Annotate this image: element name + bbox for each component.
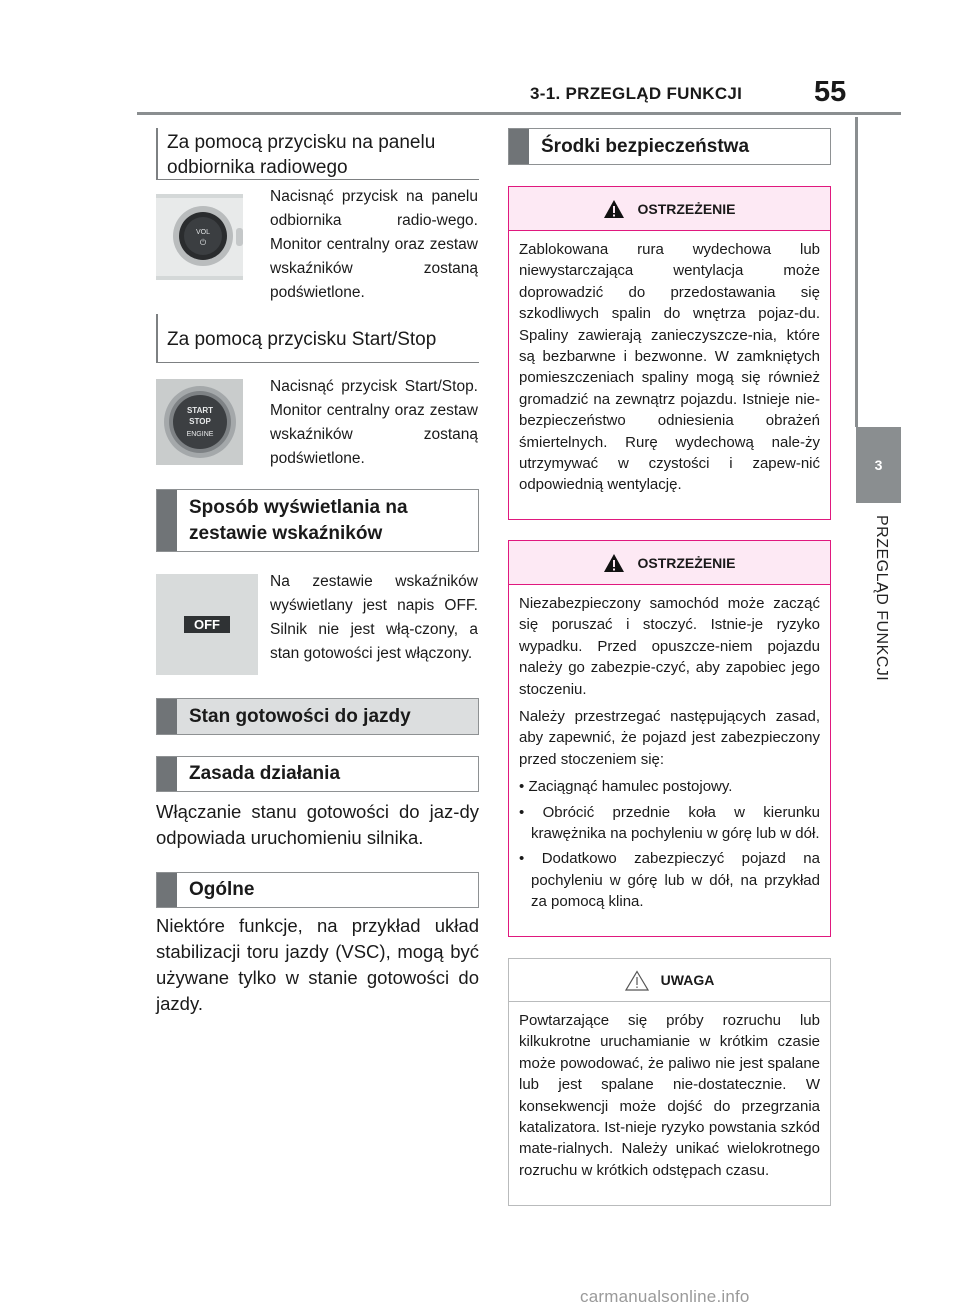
off-display-photo [156, 574, 258, 675]
list-item-text: Obrócić przednie koła w kierunku krawężnika na pochyleniu w górę lub w dół. [531, 803, 820, 843]
readiness-heading-text: Stan gotowości do jazdy [189, 705, 411, 727]
warning-title: OSTRZEŻENIE [637, 554, 736, 571]
radio-knob-photo [156, 194, 243, 280]
warning-triangle-icon [603, 553, 625, 573]
safety-heading-text: Środki bezpieczeństwa [541, 135, 750, 157]
principle-heading [156, 756, 479, 792]
power-icon: ⏻ [199, 238, 207, 247]
radio-text: Nacisnąć przycisk na panelu odbiornika radio-wego. Monitor centralny oraz zestaw wskaźników zostaną podświetlone. [270, 188, 478, 301]
start-label: START [186, 406, 214, 415]
heading-bar [509, 129, 529, 164]
warning-text: Zablokowana rura wydechowa lub niewystarczająca wentylacja może doprowadzić do przedostawania się szkodliwych spalin do wnętrza pojaz-du. Spaliny zawierają zanieczyszcze-nia, które są bezbarwne i bezwonne. W zamkniętych pomieszczeniach spaliny mogą się również gromadzić na zewnątrz pojazdu. Istnieje nie-bezpieczeństwo odniesienia obrażeń śmiertelnych. Rurę wydechową nale-ży utrzymywać w czystości i zapew-nić odpowiednią wentylację. [519, 241, 820, 494]
off-indicator: OFF [184, 616, 230, 633]
warning-title: OSTRZEŻENIE [637, 200, 736, 217]
side-tab-line [855, 117, 901, 427]
start-stop-button-photo [156, 379, 243, 465]
chapter-tab: 3 [856, 427, 901, 503]
bullet-mark: • [519, 850, 525, 868]
list-item [519, 776, 820, 797]
knob-vol-label: VOL [195, 229, 211, 236]
list-item [519, 848, 820, 912]
list-item [519, 802, 820, 845]
warning-header [509, 187, 830, 231]
heading-bar [157, 873, 177, 907]
bullet-mark: • [519, 778, 525, 796]
section-title: 3-1. PRZEGLĄD FUNKCJI [530, 84, 743, 103]
chapter-label: PRZEGLĄD FUNKCJI [873, 515, 890, 682]
bullet-mark: • [519, 803, 525, 821]
general-heading-text: Ogólne [189, 879, 255, 900]
note-box-restart [508, 958, 831, 1206]
principle-heading-text: Zasada działania [189, 763, 341, 784]
watermark: carmanualsonline.info [580, 1287, 750, 1306]
note-text: Powtarzające się próby rozruchu lub kilkukrotne uruchamianie w krótkim czasie może powodować, że paliwo nie jest spalane lub jest spalane nie-dostatecznie. W konsekwencji może dojść do przegrzania katalizatora. Ist-nieje ryzyko powstania szkód mate-rialnych. Należy unikać wielokrotnego rozruchu w krótkich odstępach czasu. [519, 1012, 820, 1179]
heading-bar [157, 490, 177, 551]
heading-bar [157, 699, 177, 734]
header-rule [137, 112, 901, 115]
general-text: Niektóre funkcje, na przykład układ stabilizacji toru jazdy (VSC), mogą być używane tylko w stanie gotowości do jazdy. [156, 915, 479, 1014]
principle-text: Włączanie stanu gotowości do jaz-dy odpowiada uruchomieniu silnika. [156, 801, 479, 848]
warning-box-exhaust [508, 186, 831, 520]
display-heading [156, 489, 479, 552]
heading-bar [157, 757, 177, 791]
display-heading-text: Sposób wyświetlania na zestawie wskaźników [189, 496, 408, 544]
page-number: 55 [814, 76, 847, 108]
warning-body [509, 585, 830, 913]
warning-triangle-icon [603, 199, 625, 219]
list-item-text: Zaciągnąć hamulec postojowy. [528, 778, 733, 796]
startstop-text: Nacisnąć przycisk Start/Stop. Monitor centralny oraz zestaw wskaźników zostaną podświetlone. [270, 378, 478, 467]
general-heading [156, 872, 479, 908]
safety-heading [508, 128, 831, 165]
warning-paragraph: Należy przestrzegać następujących zasad, aby zapewnić, że pojazd jest zabezpieczony przed stoczeniem się: [519, 708, 820, 768]
warning-paragraph: Niezabezpieczony samochód może zacząć się poruszać i stoczyć. Istnie-je ryzyko wypadku. Przed opuszcze-niem pojazdu należy go zabezpie-czyć, aby zapobiec jego stoczeniu. [519, 595, 820, 698]
note-title: UWAGA [660, 972, 715, 988]
display-text: Na zestawie wskaźników wyświetlany jest napis OFF. Silnik nie jest włą-czony, a stan gotowości jest włączony. [270, 573, 478, 662]
readiness-heading [156, 698, 479, 735]
list-item-text: Dodatkowo zabezpieczyć pojazd na pochyleniu w górę lub w dół, na przykład za pomocą klina. [531, 850, 820, 911]
warning-box-rolling [508, 540, 831, 937]
stop-label: STOP [189, 417, 211, 426]
engine-label: ENGINE [186, 431, 214, 438]
radio-heading: Za pomocą przycisku na panelu odbiornika radiowego [156, 128, 479, 180]
note-header [509, 959, 830, 1002]
caution-outline-triangle-icon [625, 970, 649, 991]
startstop-heading: Za pomocą przycisku Start/Stop [156, 314, 479, 363]
warning-header [509, 541, 830, 585]
